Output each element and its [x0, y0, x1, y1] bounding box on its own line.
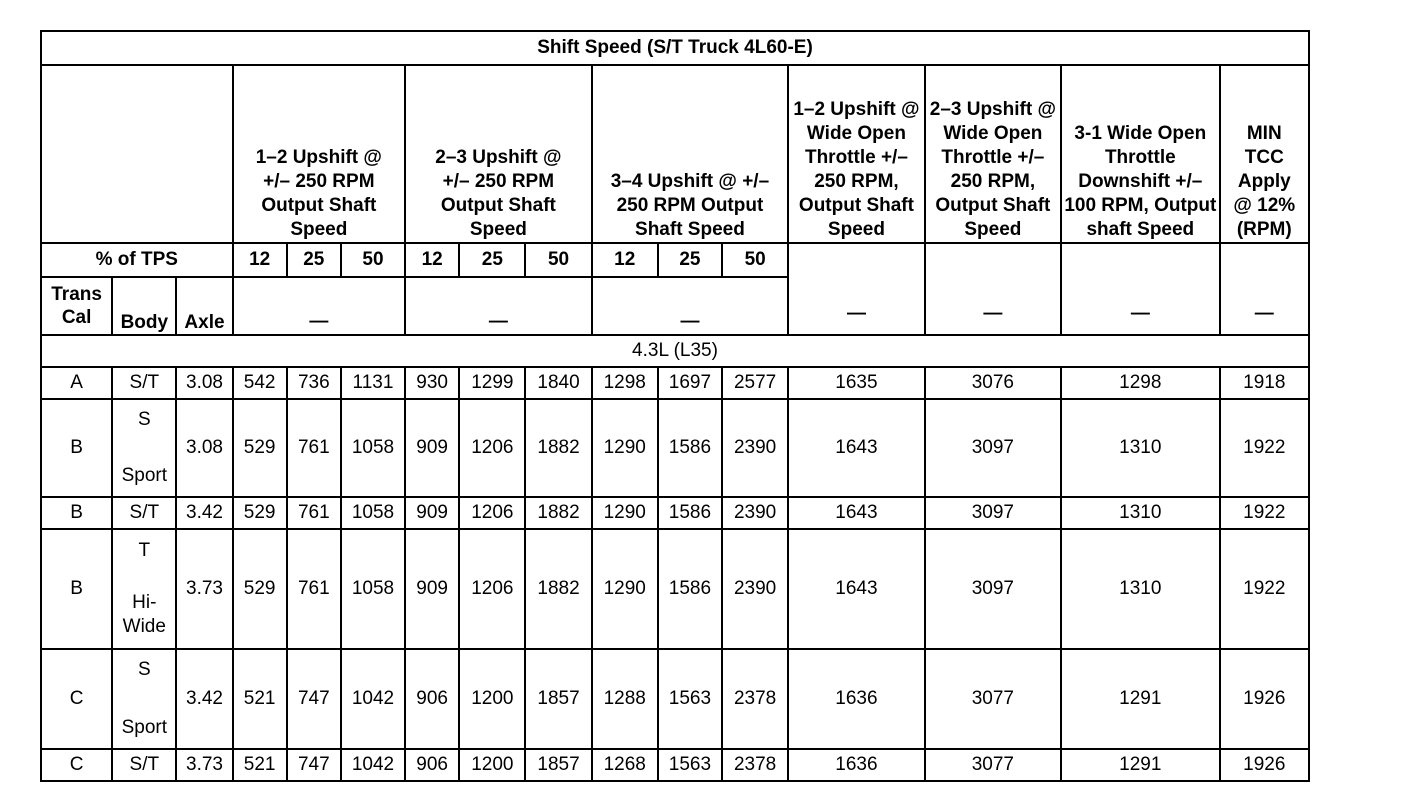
value-cell: 1291: [1061, 749, 1219, 781]
trans-cal-cell: C: [41, 649, 112, 749]
value-cell: 1636: [788, 749, 924, 781]
header-wot-23: 2–3 Upshift @ Wide Open Throttle +/– 250 RPM, Output Shaft Speed: [925, 65, 1061, 243]
value-cell: 1200: [459, 749, 525, 781]
body-line-bottom: Sport: [121, 717, 168, 738]
axle-cell: 3.08: [176, 367, 232, 399]
shift-speed-table: [40, 30, 1310, 782]
value-cell: 1643: [788, 399, 924, 497]
value-cell: 1926: [1220, 749, 1309, 781]
value-cell: 747: [287, 749, 341, 781]
value-cell: 736: [287, 367, 341, 399]
value-cell: 909: [405, 497, 459, 529]
value-cell: 1857: [525, 649, 591, 749]
header-blank: [41, 65, 233, 243]
value-cell: 930: [405, 367, 459, 399]
value-cell: 1298: [1061, 367, 1219, 399]
tps-value: 12: [405, 243, 459, 277]
tps-value: 50: [341, 243, 405, 277]
tps-value: 25: [287, 243, 341, 277]
value-cell: 1586: [658, 399, 722, 497]
value-cell: 2378: [722, 649, 788, 749]
table-row: [41, 399, 1309, 497]
table-row: [41, 367, 1309, 399]
value-cell: 521: [233, 649, 287, 749]
value-cell: 1586: [658, 529, 722, 649]
body-cell: [112, 529, 176, 649]
value-cell: 1636: [788, 649, 924, 749]
value-cell: 3076: [925, 367, 1061, 399]
value-cell: 529: [233, 529, 287, 649]
value-cell: 521: [233, 749, 287, 781]
value-cell: 1926: [1220, 649, 1309, 749]
value-cell: 747: [287, 649, 341, 749]
body-line-top: S: [137, 409, 151, 430]
tps-value: 50: [722, 243, 788, 277]
value-cell: 761: [287, 529, 341, 649]
dash-cell: —: [788, 243, 924, 335]
header-upshift-34: 3–4 Upshift @ +/– 250 RPM Output Shaft Speed: [592, 65, 789, 243]
value-cell: 1298: [592, 367, 658, 399]
value-cell: 1586: [658, 497, 722, 529]
section-label: 4.3L (L35): [41, 335, 1309, 367]
value-cell: 1857: [525, 749, 591, 781]
value-cell: 761: [287, 399, 341, 497]
col-label-body: Body: [112, 277, 176, 335]
dash-cell: —: [1220, 243, 1309, 335]
value-cell: 1882: [525, 399, 591, 497]
value-cell: 1288: [592, 649, 658, 749]
trans-cal-cell: A: [41, 367, 112, 399]
tps-value: 12: [592, 243, 658, 277]
value-cell: 1131: [341, 367, 405, 399]
value-cell: 3097: [925, 399, 1061, 497]
value-cell: 1058: [341, 399, 405, 497]
value-cell: 1882: [525, 497, 591, 529]
dash-cell: —: [405, 277, 592, 335]
value-cell: 1206: [459, 529, 525, 649]
value-cell: 906: [405, 749, 459, 781]
value-cell: 1310: [1061, 399, 1219, 497]
value-cell: 1840: [525, 367, 591, 399]
value-cell: 1563: [658, 749, 722, 781]
header-downshift-31: 3-1 Wide Open Throttle Downshift +/– 100 RPM, Output shaft Speed: [1061, 65, 1219, 243]
tps-value: 12: [233, 243, 287, 277]
trans-cal-cell: B: [41, 497, 112, 529]
table-row: [41, 497, 1309, 529]
value-cell: 2577: [722, 367, 788, 399]
value-cell: 542: [233, 367, 287, 399]
body-line-top: T: [138, 540, 151, 561]
value-cell: 2390: [722, 497, 788, 529]
dash-cell: —: [1061, 243, 1219, 335]
body-cell: [112, 399, 176, 497]
body-cell: [112, 649, 176, 749]
body-line-bottom: Sport: [121, 465, 168, 486]
body-cell: S/T: [112, 749, 176, 781]
value-cell: 1922: [1220, 497, 1309, 529]
trans-cal-cell: B: [41, 399, 112, 497]
value-cell: 1882: [525, 529, 591, 649]
value-cell: 909: [405, 529, 459, 649]
value-cell: 1206: [459, 497, 525, 529]
value-cell: 2390: [722, 399, 788, 497]
value-cell: 3077: [925, 649, 1061, 749]
table-row: [41, 529, 1309, 649]
value-cell: 1291: [1061, 649, 1219, 749]
tps-value: 25: [658, 243, 722, 277]
axle-cell: 3.42: [176, 649, 232, 749]
axle-cell: 3.73: [176, 749, 232, 781]
value-cell: 1200: [459, 649, 525, 749]
dash-cell: —: [592, 277, 789, 335]
axle-cell: 3.42: [176, 497, 232, 529]
value-cell: 1299: [459, 367, 525, 399]
tps-value: 25: [459, 243, 525, 277]
table-title: Shift Speed (S/T Truck 4L60-E): [41, 31, 1309, 65]
value-cell: 1918: [1220, 367, 1309, 399]
trans-cal-cell: C: [41, 749, 112, 781]
value-cell: 1635: [788, 367, 924, 399]
value-cell: 1268: [592, 749, 658, 781]
value-cell: 1290: [592, 497, 658, 529]
dash-cell: —: [233, 277, 406, 335]
value-cell: 906: [405, 649, 459, 749]
value-cell: 1697: [658, 367, 722, 399]
value-cell: 1042: [341, 649, 405, 749]
value-cell: 1058: [341, 529, 405, 649]
dash-cell: —: [925, 243, 1061, 335]
tps-label: % of TPS: [41, 243, 233, 277]
body-cell: S/T: [112, 497, 176, 529]
body-line-top: S: [137, 659, 151, 680]
trans-cal-cell: B: [41, 529, 112, 649]
header-upshift-12: 1–2 Upshift @ +/– 250 RPM Output Shaft Speed: [233, 65, 406, 243]
value-cell: 3097: [925, 529, 1061, 649]
value-cell: 1290: [592, 399, 658, 497]
header-min-tcc: MIN TCC Apply @ 12% (RPM): [1220, 65, 1309, 243]
value-cell: 1922: [1220, 399, 1309, 497]
value-cell: 2390: [722, 529, 788, 649]
value-cell: 529: [233, 399, 287, 497]
value-cell: 761: [287, 497, 341, 529]
value-cell: 1643: [788, 497, 924, 529]
value-cell: 1290: [592, 529, 658, 649]
tps-value: 50: [525, 243, 591, 277]
value-cell: 2378: [722, 749, 788, 781]
value-cell: 3097: [925, 497, 1061, 529]
value-cell: 1643: [788, 529, 924, 649]
value-cell: 909: [405, 399, 459, 497]
axle-cell: 3.73: [176, 529, 232, 649]
value-cell: 1922: [1220, 529, 1309, 649]
value-cell: 1563: [658, 649, 722, 749]
value-cell: 1206: [459, 399, 525, 497]
value-cell: 1042: [341, 749, 405, 781]
body-cell: S/T: [112, 367, 176, 399]
header-upshift-23: 2–3 Upshift @ +/– 250 RPM Output Shaft Speed: [405, 65, 592, 243]
axle-cell: 3.08: [176, 399, 232, 497]
value-cell: 1310: [1061, 529, 1219, 649]
col-label-trans-cal: Trans Cal: [41, 277, 112, 335]
value-cell: 1310: [1061, 497, 1219, 529]
value-cell: 1058: [341, 497, 405, 529]
body-line-bottom: Hi-Wide: [122, 592, 166, 637]
col-label-axle: Axle: [176, 277, 232, 335]
header-wot-12: 1–2 Upshift @ Wide Open Throttle +/– 250 RPM, Output Shaft Speed: [788, 65, 924, 243]
value-cell: 529: [233, 497, 287, 529]
table-row: [41, 649, 1309, 749]
value-cell: 3077: [925, 749, 1061, 781]
table-row: [41, 749, 1309, 781]
